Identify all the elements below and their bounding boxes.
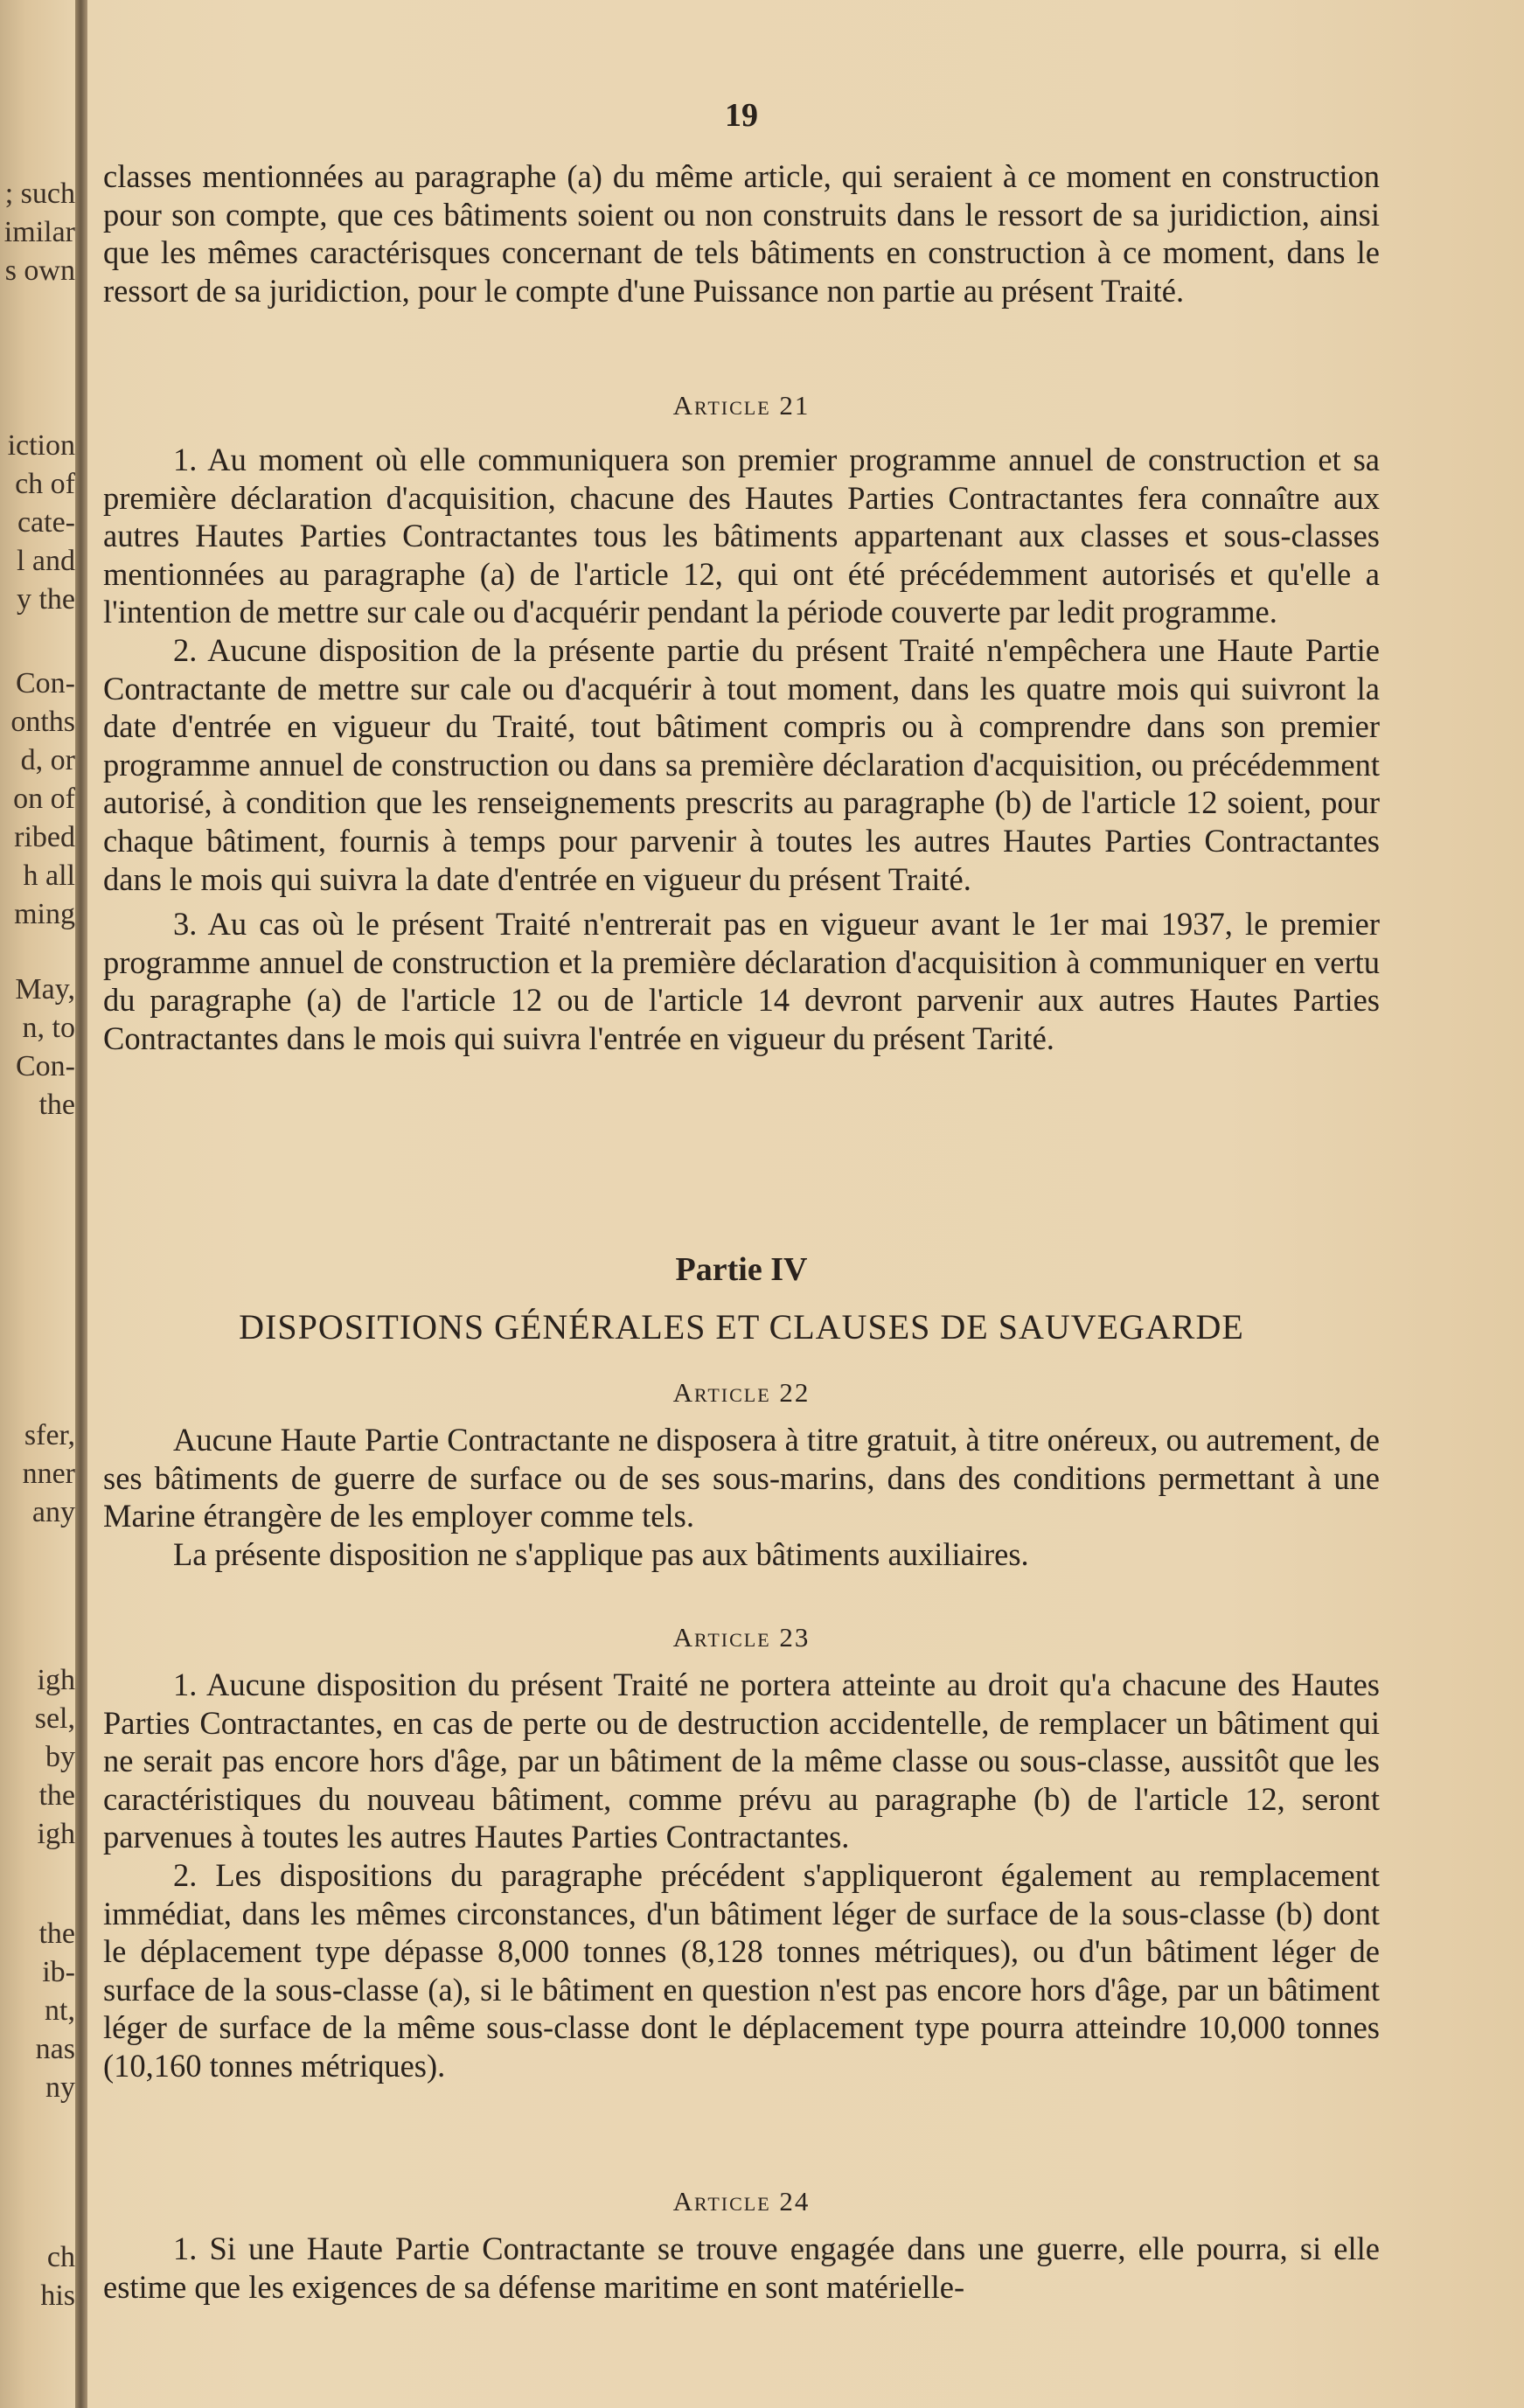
article-23-heading: Article 23 [672,1622,811,1653]
facing-page-fragment: by [45,1741,75,1773]
article-24-paragraph-1: 1. Si une Haute Partie Contractante se trouve engagée dans une guerre, elle pourra, si elle estime que les exigences de sa défense maritime en sont matérielle- [103,2231,1380,2305]
page-number: 19 [725,97,758,134]
facing-page-fragment: ch of [15,468,75,500]
article-23-paragraph-2: 2. Les dispositions du paragraphe précédent s'appliqueront également au remplacement immédiat, dans les mêmes circonstances, d'un bâtiment léger de surface de la sous-classe (b) dont le déplacement type dépasse 8,000 tonnes (8,128 tonnes métriques), ou d'un bâtiment léger de surface de la sous-classe (a), si le bâtiment en question n'est pas encore hors d'âge, par un bâtiment léger de surface de la même sous-classe dont le déplacement type pourra atteindre 10,000 tonnes (10,160 tonnes métriques). [103,1856,1380,2084]
facing-page-fragment: the [38,1089,75,1121]
facing-page-fragment: sel, [34,1702,75,1735]
part-iv [103,1250,1380,1347]
facing-page-fragment: y the [16,583,75,616]
intro-paragraph: classes mentionnées au paragraphe (a) du même article, qui seraient à ce moment en construction pour son compte, que ces bâtiments soient ou non construits dans le ressort de sa juridiction, ainsi que les mêmes caractérisques concernant de tels bâtiments en construction à ce moment, dans le ressort de sa juridiction, pour le compte d'une Puissance non partie au présent Traité. [103,158,1380,309]
facing-page-fragment: cate- [17,506,75,539]
facing-page-fragment: Con- [16,1050,75,1082]
facing-page-fragment: nas [35,2033,75,2065]
article-22-heading: Article 22 [672,1377,811,1408]
facing-page-fragment: n, to [22,1012,75,1044]
facing-page-fragment: nner [22,1458,75,1490]
article-22-paragraph-2: La présente disposition ne s'applique pas aux bâtiments auxiliaires. [173,1535,1029,1572]
facing-page-fragment: May, [15,973,75,1006]
part-title: DISPOSITIONS GÉNÉRALES ET CLAUSES DE SAUVEGARDE [239,1307,1244,1347]
facing-page-fragment: h all [23,860,75,892]
article-24-heading: Article 24 [672,2186,811,2217]
facing-page-fragment: on of [13,783,75,815]
facing-page-fragment: ib- [42,1956,75,1988]
facing-page-fragment: d, or [20,744,75,776]
intro-paragraph-block [103,157,1380,310]
facing-page-fragment: s own [4,254,75,287]
facing-page-fragment: any [31,1496,75,1528]
facing-page-fragment: ming [14,898,75,930]
facing-page-fragment: nt, [45,1994,75,2027]
article-21-paragraph-1: 1. Au moment où elle communiquera son premier programme annuel de construction et sa première déclaration d'acquisition, chacune des Hautes Parties Contractantes fera connaître aux autres Hautes Parties Contractantes tous les bâtiments appartenant aux classes et sous-classes mentionnées au paragraphe (a) de l'article 12, qui ont été précédemment autorisés et qu'elle a l'intention de mettre sur cale ou d'acquérir pendant la période couverte par ledit programme. [103,442,1380,630]
facing-page-fragment: igh [37,1664,75,1696]
facing-page-fragment: ribed [14,821,75,853]
article-21-paragraph-2: 2. Aucune disposition de la présente partie du présent Traité n'empêchera une Haute Partie Contractante de mettre sur cale ou d'acquérir à tout moment, dans les quatre mois qui suivront la date d'entrée en vigueur du Traité, tout bâtiment compris ou à comprendre dans son premier programme annuel de construction ou dans sa première déclaration d'acquisition, ou précédemment autorisé, à condition que les renseignements prescrits au paragraphe (b) de l'article 12 soient, pour chaque bâtiment, fournis à temps pour parvenir à toutes les autres Hautes Parties Contractantes dans le mois qui suivra la date d'entrée en vigueur du présent Traité. [103,631,1380,897]
article-22 [103,1377,1380,1573]
facing-page-fragment: l and [16,545,75,577]
facing-page-fragment: ny [45,2071,75,2104]
facing-page-fragment: ; such [4,177,75,210]
article-21-paragraph-3: 3. Au cas où le présent Traité n'entrerait pas en vigueur avant le 1er mai 1937, le premier programme annuel de construction et la première déclaration d'acquisition à communiquer en vertu du paragraphe (a) de l'article 12 ou de l'article 14 devront parvenir aux autres Hautes Parties Contractantes dans le mois qui suivra l'entrée en vigueur du présent Tarité. [103,906,1380,1056]
facing-page-fragment: iction [7,429,75,462]
part-heading: Partie IV [675,1251,808,1288]
facing-page-fragment: sfer, [24,1419,75,1451]
article-23 [103,1622,1380,2085]
facing-page-fragment: ch [46,2241,75,2273]
facing-page-fragment: the [38,1917,75,1950]
facing-page-fragment: onths [10,706,75,738]
book-gutter [75,0,87,2408]
facing-page-margin [0,0,75,2408]
article-23-paragraph-1: 1. Aucune disposition du présent Traité ne portera atteinte au droit qu'a chacune des Hautes Parties Contractantes, en cas de perte ou de destruction accidentelle, de remplacer un bâtiment qui ne serait pas encore hors d'âge, par un bâtiment de la même classe ou sous-classe, aussitôt que les caractéristiques du nouveau bâtiment, comme prévu au paragraphe (b) de l'article 12, seront parvenues à toutes les autres Hautes Parties Contractantes. [103,1667,1380,1855]
facing-page-fragment: his [40,2279,75,2312]
facing-page-fragment: the [38,1779,75,1812]
facing-page-fragment: igh [37,1818,75,1850]
article-21 [103,390,1380,1058]
article-24 [103,2186,1380,2306]
facing-page-fragment: imilar [3,216,75,248]
article-21-heading: Article 21 [672,390,811,421]
facing-page-fragment: Con- [16,667,75,699]
article-22-paragraph-1: Aucune Haute Partie Contractante ne disposera à titre gratuit, à titre onéreux, ou autrement, de ses bâtiments de guerre de surface ou de ses sous-marins, dans des conditions permettant à une Marine étrangère de les employer comme tels. [103,1422,1380,1535]
